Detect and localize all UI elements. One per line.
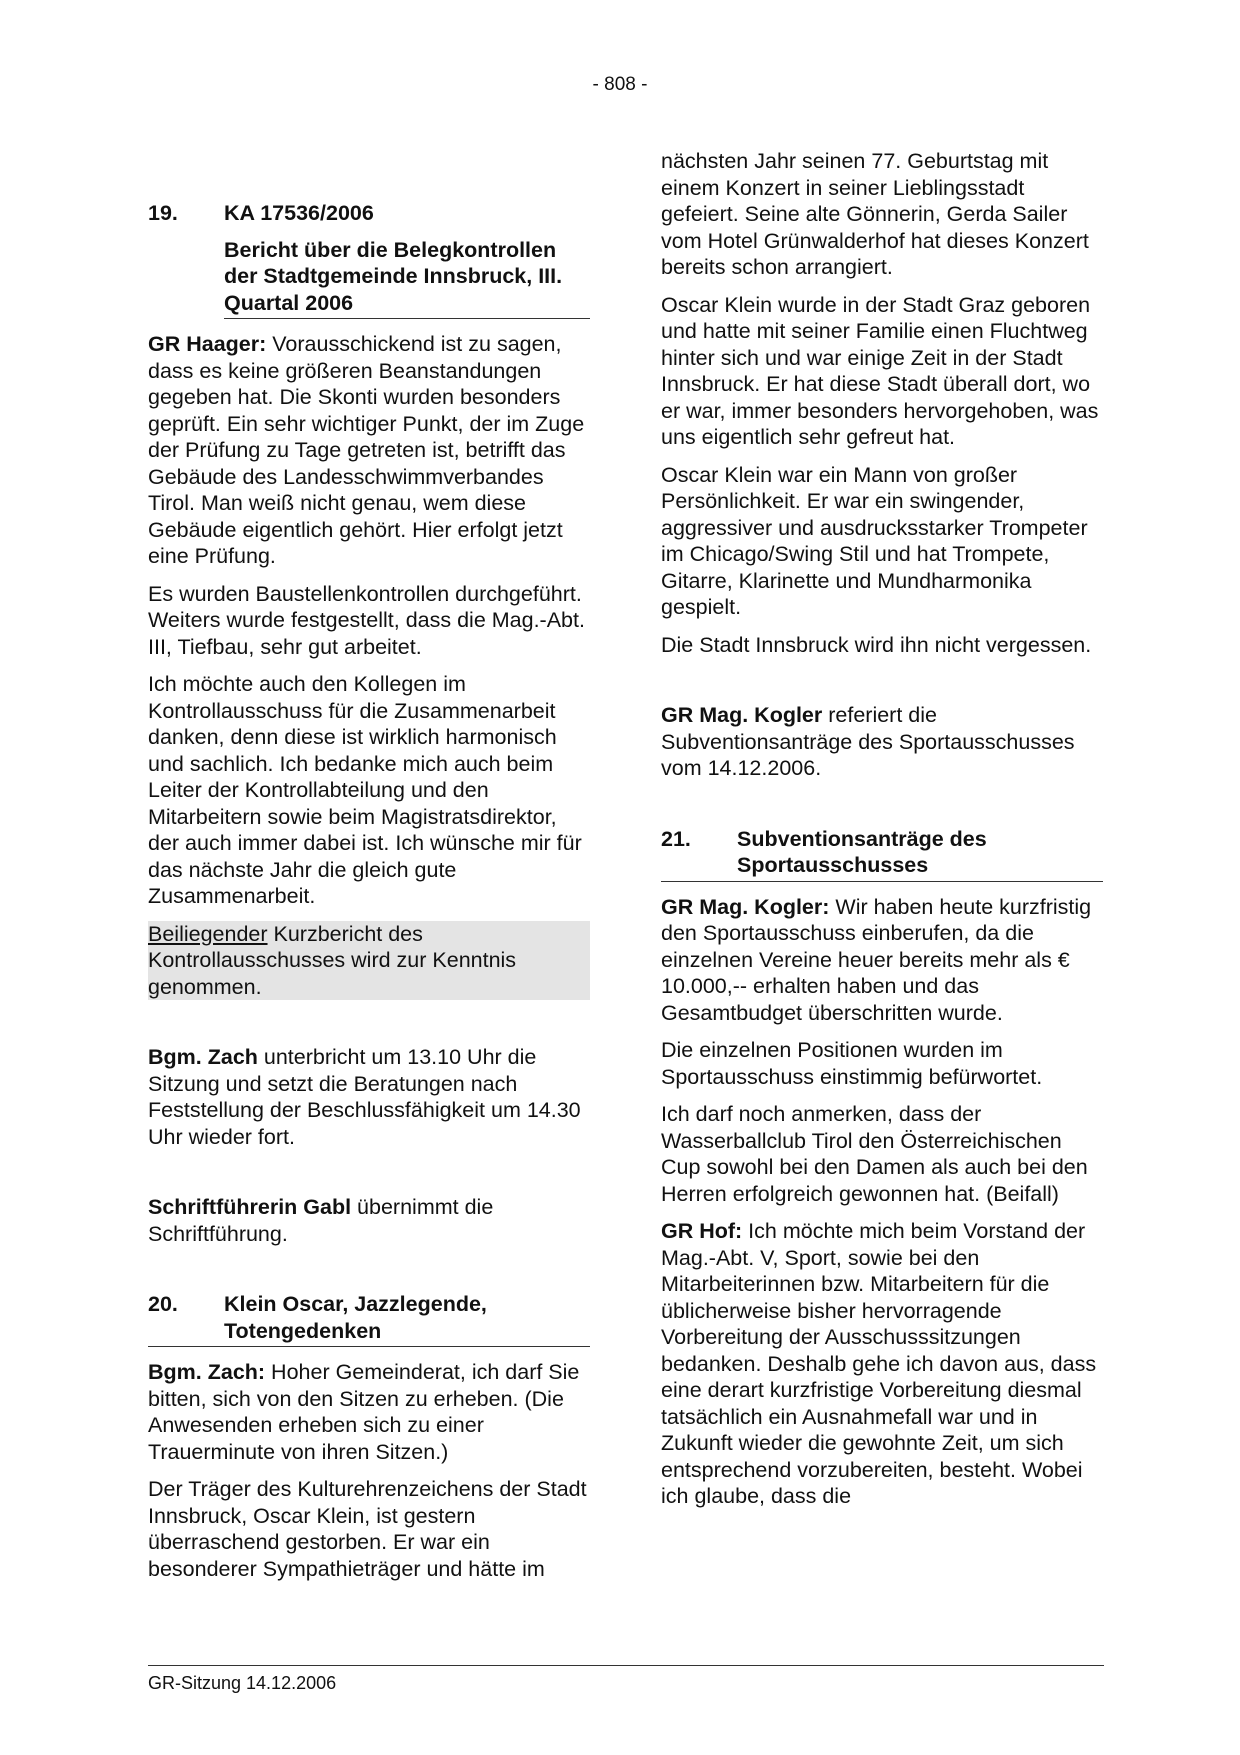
paragraph-hof <box>661 1218 1103 1510</box>
agenda-item-21-heading <box>661 826 1103 882</box>
agenda-item-number: 19. <box>148 201 178 225</box>
page-number: - 808 - <box>592 74 648 95</box>
agenda-item-title: Klein Oscar, Jazzlegende, Totengedenken <box>224 1292 487 1343</box>
paragraph-klein-3: Oscar Klein wurde in der Stadt Graz geboren und hatte mit seiner Familie einen Fluchtweg hinter sich und war einige Zeit in der Stadt Innsbruck. Er hat diese Stadt überall dort, wo er war, immer besonders hervorgehoben, was uns eigentlich sehr gefreut hat. <box>661 292 1099 449</box>
agenda-item-19-heading <box>148 200 590 227</box>
resolution-underlined-word: Beiliegender <box>148 921 268 946</box>
footer-session-date: GR-Sitzung 14.12.2006 <box>148 1673 337 1693</box>
paragraph-positionen: Die einzelnen Positionen wurden im Sportausschuss einstimmig befürwortet. <box>661 1038 1043 1089</box>
paragraph-text: Vorausschickend ist zu sagen, dass es keine größeren Beanstandungen gegeben hat. Die Skonti wurden besonders geprüft. Ein sehr wichtiger Punkt, der im Zuge der Prüfung zu Tage getreten ist, betrifft das Gebäude des Landesschwimmverbandes Tirol. Man weiß nicht genau, wem diese Gebäude eigentlich gehört. Hier erfolgt jetzt eine Prüfung. <box>148 332 585 568</box>
paragraph-text: referiert die Subventionsanträge des Sportausschusses vom 14.12.2006. <box>661 703 1075 780</box>
right-column <box>661 148 1103 1521</box>
agenda-item-title: KA 17536/2006 <box>224 201 374 225</box>
speaker-name: Bgm. Zach <box>148 1045 258 1069</box>
paragraph-text: Wir haben heute kurzfristig den Sportausschuss einberufen, da die einzelnen Vereine heuer bereits mehr als € 10.000,-- erhalten haben und das Gesamtbudget überschritten wurde. <box>661 894 1092 1025</box>
paragraph-baustellen: Es wurden Baustellenkontrollen durchgeführt. Weiters wurde festgestellt, dass die Mag.-Abt. III, Tiefbau, sehr gut arbeitet. <box>148 581 585 659</box>
speaker-name: GR Mag. Kogler: <box>661 894 830 919</box>
resolution-text <box>148 921 590 1001</box>
paragraph-klein-4: Oscar Klein war ein Mann von großer Persönlichkeit. Er war ein swingender, aggressiver und ausdrucksstarker Trompeter im Chicago/Swing Stil und hat Trompete, Gitarre, Klarinette und Mundharmonika gespielt. <box>661 462 1088 619</box>
paragraph-text: Hoher Gemeinderat, ich darf Sie bitten, sich von den Sitzen zu erheben. (Die Anwesenden erheben sich zu einer Trauerminute von ihren Sitzen.) <box>148 1360 580 1464</box>
paragraph-kogler-referat <box>661 702 1103 782</box>
paragraph-klein-1: Der Träger des Kulturehrenzeichens der Stadt Innsbruck, Oscar Klein, ist gestern überraschend gestorben. Er war ein besonderer Sympathieträger und hätte im <box>148 1477 587 1581</box>
paragraph-klein-5: Die Stadt Innsbruck wird ihn nicht vergessen. <box>661 632 1092 657</box>
paragraph-schriftfuehrung <box>148 1194 590 1247</box>
paragraph-unterbrechung <box>148 1044 590 1150</box>
speaker-name: GR Mag. Kogler <box>661 703 823 727</box>
agenda-item-19-subtitle: Bericht über die Belegkontrollen der Stadtgemeinde Innsbruck, III. Quartal 2006 <box>224 237 590 320</box>
paragraph-wasserball: Ich darf noch anmerken, dass der Wasserballclub Tirol den Österreichischen Cup sowohl bei den Damen als auch bei den Herren erfolgreich gewonnen hat. (Beifall) <box>661 1102 1088 1206</box>
speaker-name: Schriftführerin Gabl <box>148 1195 352 1219</box>
footer-divider <box>148 1665 1104 1666</box>
paragraph-kogler <box>661 894 1103 1027</box>
paragraph-zach-trauer <box>148 1359 590 1465</box>
paragraph-dank: Ich möchte auch den Kollegen im Kontrollausschuss für die Zusammenarbeit danken, denn diese ist wirklich harmonisch und sachlich. Ich bedanke mich auch beim Leiter der Kontrollabteilung und den Mitarbeitern sowie beim Magistratsdirektor, der auch immer dabei ist. Ich wünsche mir für das nächste Jahr die gleich gute Zusammenarbeit. <box>148 672 582 908</box>
paragraph-klein-2: nächsten Jahr seinen 77. Geburtstag mit einem Konzert in seiner Lieblingsstadt gefeiert. Seine alte Gönnerin, Gerda Sailer vom Hotel Grünwalderhof hat dieses Konzert bereits schon arrangiert. <box>661 149 1089 279</box>
resolution-rest: Kurzbericht des Kontrollausschusses wird zur Kenntnis genommen. <box>148 921 517 999</box>
paragraph-text: übernimmt die Schriftführung. <box>148 1195 494 1246</box>
paragraph-haager <box>148 331 590 570</box>
left-column <box>148 200 590 1593</box>
speaker-name: Bgm. Zach: <box>148 1360 266 1384</box>
speaker-name: GR Hof: <box>661 1219 743 1243</box>
agenda-item-number: 21. <box>661 826 691 851</box>
agenda-item-number: 20. <box>148 1292 178 1316</box>
agenda-item-20-heading <box>148 1291 590 1347</box>
agenda-item-title: Subventionsanträge des Sportausschusses <box>737 826 987 877</box>
speaker-name: GR Haager: <box>148 332 267 356</box>
paragraph-text: Ich möchte mich beim Vorstand der Mag.-Abt. V, Sport, sowie bei den Mitarbeiterinnen bzw. Mitarbeitern für die üblicherweise bisher hervorragende Vorbereitung der Ausschusssitzungen bedanken. Deshalb gehe ich davon aus, dass eine derart kurzfristige Vorbereitung diesmal tatsächlich ein Ausnahmefall war und in Zukunft wieder die gewohnte Zeit, um sich entsprechend vorzubereiten, besteht. Wobei ich glaube, dass die <box>661 1219 1097 1508</box>
paragraph-text: unterbricht um 13.10 Uhr die Sitzung und setzt die Beratungen nach Feststellung der Beschlussfähigkeit um 14.30 Uhr wieder fort. <box>148 1045 581 1149</box>
